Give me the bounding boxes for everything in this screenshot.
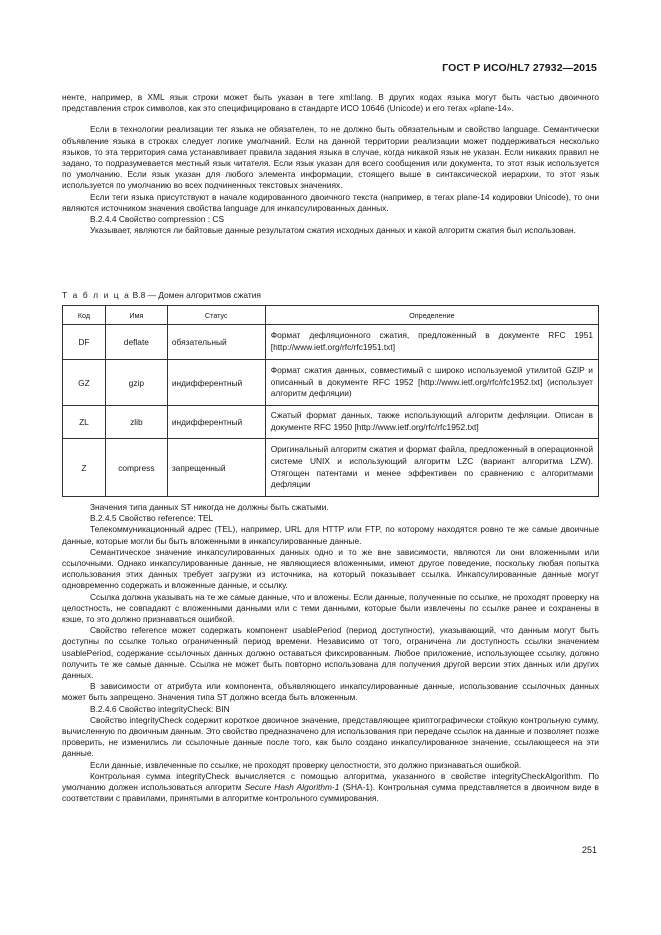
table-row <box>63 360 599 406</box>
table-row <box>63 439 599 497</box>
paragraph-text: (SHA-1). Контрольная сумма представляется в двоичном виде в соответствии с правилами, принятыми в алгоритме контрольного суммирования. <box>62 782 599 804</box>
intro-section <box>62 92 599 236</box>
section-heading: B.2.4.5 Свойство reference: TEL <box>90 513 214 524</box>
paragraph: Указывает, являются ли байтовые данные результатом сжатия исходных данных и какой алгоритм сжатия был использован. <box>90 225 576 236</box>
paragraph-text: Контрольная сумма integrityCheck вычисляется с помощью алгоритма, указанного в свойстве integrityCheckAlgorithm. По умолчанию должен использоваться алгоритм <box>62 770 599 793</box>
paragraph: Если данные, извлеченные по ссылке, не проходят проверку целостности, это должно признаваться ошибкой. <box>90 759 522 770</box>
compression-domain-table <box>62 305 599 497</box>
column-header-definition: Определение <box>265 306 598 325</box>
cell-code: Z <box>63 439 106 497</box>
paragraph: Свойство reference может содержать компонент usablePeriod (период доступности), указывающий, что данным могут быть доступны по ссылке только ограниченный период времени. Независимо от того, ограничена ли доступность ссылки значением usablePeriod, содержание ссылочных данных должно оставаться фиксированным. Любое приложение, использующее ссылку, должно получить те же самые данные. Ссылка не может быть повторно использована для получения другой версии этих данных или других данных. <box>62 625 599 681</box>
paragraph: Если в технологии реализации тег языка не обязателен, то не должно быть обязательным и свойство language. Семантически объявление языка в строках следует логике умолчаний. Если на данной территории реализации может поддерживаться несколько языков, то эта территория сама устанавливает правила задания языка в случае, когда никакой язык не указан. Если никаких правил не задано, то подразумевается местный язык читателя. Если язык указан для всего сообщения или документа, то этот язык используется по умолчанию. Если язык указан для любого элемента информации, стоящего выше в синтаксической иерархии, то этот язык используется по умолчанию во всех подчиненных текстовых значениях. <box>62 124 599 191</box>
cell-status: запрещенный <box>167 439 265 497</box>
cell-name: deflate <box>105 325 167 360</box>
paragraph: Ссылка должна указывать на те же самые данные, что и вложены. Если данные, полученные по ссылке, не проходят проверку на целостность, не совпадают с вложенными данными или с теми данными, которые были извлечены по ссылке ранее и сохранены в кэше, то это должно признаваться ошибкой. <box>62 591 599 625</box>
paragraph: Телекоммуникационный адрес (TEL), например, URL для HTTP или FTP, по которому находятся ровно те же самые двоичные данные, которые могли бы быть вложенными в инкапсулированные данные. <box>62 524 599 546</box>
table-header-row <box>63 306 599 325</box>
paragraph <box>62 771 599 805</box>
section-heading: B.2.4.4 Свойство compression : CS <box>90 214 225 225</box>
cell-name: compress <box>105 439 167 497</box>
reference-section <box>62 502 599 804</box>
algorithm-name: Secure Hash Algorithm-1 <box>244 782 340 793</box>
cell-definition: Формат дефляционного сжатия, предложенный в документе RFC 1951 [http://www.ietf.org/rfc/rfc1951.txt] <box>265 325 598 360</box>
cell-definition: Оригинальный алгоритм сжатия и формат файла, предложенный в операционной системе UNIX и использующий алгоритм LZC (вариант алгоритма LZW). Отягощен патентами и менее эффективен по сравнению с алгоритмами дефляции <box>265 439 598 497</box>
page-number: 251 <box>581 845 597 855</box>
cell-code: ZL <box>63 406 106 439</box>
section-heading: B.2.4.6 Свойство integrityCheck: BIN <box>90 703 230 714</box>
cell-status: индифферентный <box>167 406 265 439</box>
document-header: ГОСТ Р ИСО/HL7 27932—2015 <box>442 62 597 74</box>
column-header-status: Статус <box>167 306 265 325</box>
table-row <box>63 406 599 439</box>
cell-code: GZ <box>63 360 106 406</box>
cell-code: DF <box>63 325 106 360</box>
cell-name: gzip <box>105 360 167 406</box>
table-row <box>63 325 599 360</box>
table-caption <box>62 290 261 300</box>
column-header-code: Код <box>63 306 106 325</box>
cell-definition: Сжатый формат данных, также использующий алгоритм дефляции. Описан в документе RFC 1950 [http://www.ietf.org/rfc/rfc1952.txt] <box>265 406 598 439</box>
table-caption-prefix: Т а б л и ц а <box>62 290 131 300</box>
paragraph: Значения типа данных ST никогда не должны быть сжатыми. <box>90 502 329 512</box>
paragraph: ненте, например, в XML язык строки может быть указан в теге xml:lang. В других кодах языка могут быть частью двоичного представления строк символов, как это специфицировано в стандарте ИСО 10646 (Unicode) и его тегах «plane-14». <box>62 92 599 114</box>
column-header-name: Имя <box>105 306 167 325</box>
paragraph: В зависимости от атрибута или компонента, объявляющего инкапсулированные данные, использование ссылочных данных может быть запрещено. Значения типа ST должно всегда быть вложенным. <box>62 681 599 703</box>
paragraph: Свойство integrityCheck содержит короткое двоичное значение, представляющее криптографически стойкую контрольную сумму, вычисленную по двоичным данным. Это свойство предназначено для использования при передаче ссылок на данные и позволяет позже проверить, не изменились ли ссылочные данные после того, как было создано инкапсулированное значение, ссылающееся на эти данные. <box>62 714 599 759</box>
cell-status: обязательный <box>167 325 265 360</box>
cell-name: zlib <box>105 406 167 439</box>
cell-definition: Формат сжатия данных, совместимый с широко используемой утилитой GZIP и описанный в документе RFC 1952 [http://www.ietf.org/rfc/rfc1952.txt] (использует алгоритм дефляции) <box>265 360 598 406</box>
paragraph: Если теги языка присутствуют в начале кодированного двоичного текста (например, в тегах plane-14 кодировки Unicode), то они являются источником значения свойства language для инкапсулированных данных. <box>62 191 599 213</box>
table-caption-title: В.8 — Домен алгоритмов сжатия <box>130 290 261 300</box>
cell-status: индифферентный <box>167 360 265 406</box>
paragraph: Семантическое значение инкапсулированных данных одно и то же вне зависимости, являются ли они вложенными или ссылочными. Однако инкапсулированные данные, не являющиеся вложенными, имеют другое поведение, поскольку любая попытка использования этих данных требует загрузки из источника, на который показывает ссылка. Инкапсулированные данные могут одновременно содержать и вложенные данные, и ссылку. <box>62 546 599 591</box>
